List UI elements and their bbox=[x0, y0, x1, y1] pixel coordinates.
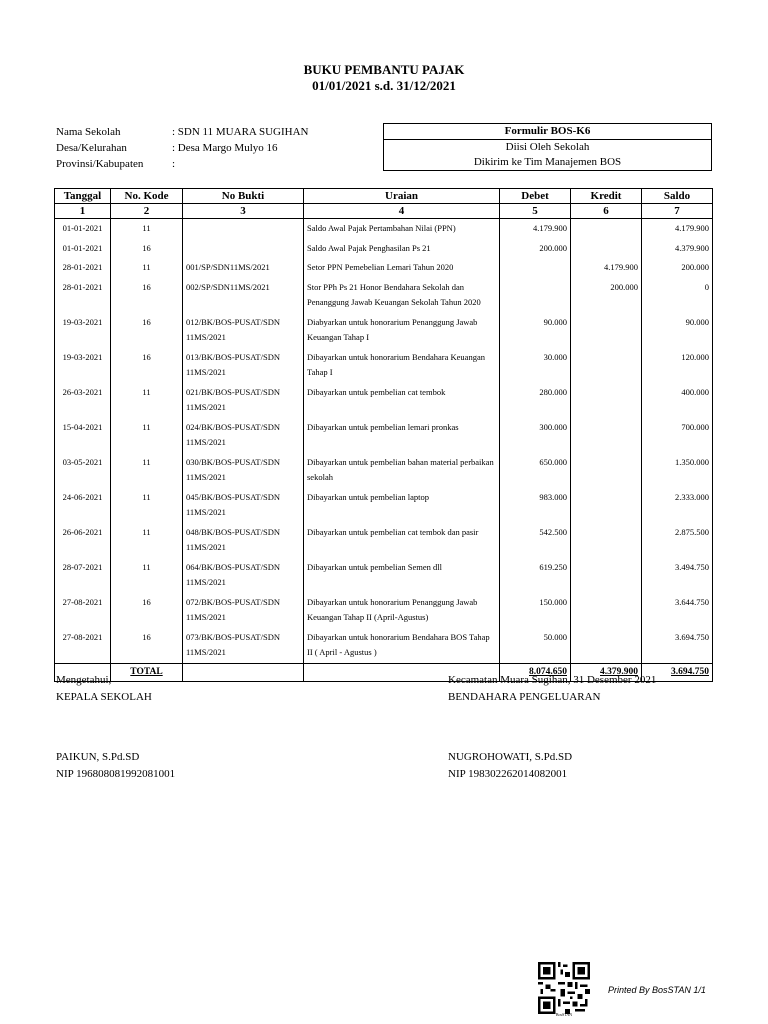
table-row bbox=[55, 593, 713, 628]
cell-description: Saldo Awal Pajak Pertambahan Nilai (PPN) bbox=[304, 219, 500, 239]
qr-code-icon bbox=[538, 962, 590, 1014]
table-column-number-row bbox=[55, 204, 713, 219]
column-number: 2 bbox=[111, 204, 183, 219]
tax-ledger-table bbox=[54, 188, 713, 682]
cell-date: 01-01-2021 bbox=[55, 219, 111, 239]
school-info bbox=[56, 124, 309, 172]
cell-debit: 90.000 bbox=[500, 313, 571, 348]
province-label: Provinsi/Kabupaten bbox=[56, 158, 144, 170]
cell-proof bbox=[183, 239, 304, 259]
header-balance: Saldo bbox=[642, 189, 713, 204]
cell-credit bbox=[571, 453, 642, 488]
village-label: Desa/Kelurahan bbox=[56, 142, 127, 154]
school-name-value: : SDN 11 MUARA SUGIHAN bbox=[172, 126, 309, 138]
cell-proof: 012/BK/BOS-PUSAT/SDN 11MS/2021 bbox=[183, 313, 304, 348]
table-row bbox=[55, 239, 713, 259]
cell-date: 26-03-2021 bbox=[55, 383, 111, 418]
cell-balance: 4.379.900 bbox=[642, 239, 713, 259]
cell-date: 27-08-2021 bbox=[55, 593, 111, 628]
treasurer-role: BENDAHARA PENGELUARAN bbox=[448, 691, 601, 703]
cell-description: Dibayarkan untuk pembelian bahan material perbaikan sekolah bbox=[304, 453, 500, 488]
acknowledged-label: Mengetahui, bbox=[56, 674, 112, 686]
cell-date: 28-07-2021 bbox=[55, 558, 111, 593]
total-label: TOTAL bbox=[111, 663, 183, 681]
cell-code: 11 bbox=[111, 488, 183, 523]
principal-nip: NIP 196808081992081001 bbox=[56, 768, 176, 780]
cell-proof: 030/BK/BOS-PUSAT/SDN 11MS/2021 bbox=[183, 453, 304, 488]
header-date: Tanggal bbox=[55, 189, 111, 204]
province-value: : bbox=[172, 158, 176, 170]
cell-credit bbox=[571, 558, 642, 593]
cell-credit bbox=[571, 239, 642, 259]
cell-balance: 200.000 bbox=[642, 258, 713, 278]
cell-debit: 983.000 bbox=[500, 488, 571, 523]
cell-date: 15-04-2021 bbox=[55, 418, 111, 453]
form-box bbox=[383, 123, 712, 171]
header-debit: Debet bbox=[500, 189, 571, 204]
column-number: 3 bbox=[183, 204, 304, 219]
form-line-2: Dikirim ke Tim Manajemen BOS bbox=[473, 156, 622, 168]
principal-role: KEPALA SEKOLAH bbox=[56, 691, 152, 703]
table-row bbox=[55, 348, 713, 383]
cell-code: 11 bbox=[111, 453, 183, 488]
header-description: Uraian bbox=[304, 189, 500, 204]
cell-proof: 064/BK/BOS-PUSAT/SDN 11MS/2021 bbox=[183, 558, 304, 593]
header-code: No. Kode bbox=[111, 189, 183, 204]
cell-debit: 650.000 bbox=[500, 453, 571, 488]
table-header-row bbox=[55, 189, 713, 204]
cell-date: 28-01-2021 bbox=[55, 278, 111, 313]
column-number: 6 bbox=[571, 204, 642, 219]
cell-code: 16 bbox=[111, 593, 183, 628]
report-period: 01/01/2021 s.d. 31/12/2021 bbox=[312, 78, 456, 93]
cell-description: Dibayarkan untuk pembelian lemari pronkas bbox=[304, 418, 500, 453]
cell-description: Saldo Awal Pajak Penghasilan Ps 21 bbox=[304, 239, 500, 259]
cell-proof: 048/BK/BOS-PUSAT/SDN 11MS/2021 bbox=[183, 523, 304, 558]
cell-description: Dibayarkan untuk pembelian cat tembok bbox=[304, 383, 500, 418]
place-date: Kecamatan Muara Sugihan, 31 Desember 2021 bbox=[448, 674, 657, 686]
table-body bbox=[55, 219, 713, 664]
cell-balance: 3.494.750 bbox=[642, 558, 713, 593]
cell-date: 03-05-2021 bbox=[55, 453, 111, 488]
cell-credit bbox=[571, 219, 642, 239]
cell-date: 28-01-2021 bbox=[55, 258, 111, 278]
cell-credit bbox=[571, 488, 642, 523]
cell-balance: 2.875.500 bbox=[642, 523, 713, 558]
table-row bbox=[55, 418, 713, 453]
cell-debit: 4.179.900 bbox=[500, 219, 571, 239]
column-number: 7 bbox=[642, 204, 713, 219]
cell-description: Setor PPN Pemebelian Lemari Tahun 2020 bbox=[304, 258, 500, 278]
cell-credit bbox=[571, 593, 642, 628]
cell-code: 16 bbox=[111, 239, 183, 259]
table-row bbox=[55, 488, 713, 523]
form-title: Formulir BOS-K6 bbox=[384, 124, 711, 140]
cell-code: 11 bbox=[111, 383, 183, 418]
cell-balance: 120.000 bbox=[642, 348, 713, 383]
cell-proof: 013/BK/BOS-PUSAT/SDN 11MS/2021 bbox=[183, 348, 304, 383]
cell-proof: 045/BK/BOS-PUSAT/SDN 11MS/2021 bbox=[183, 488, 304, 523]
school-name-label: Nama Sekolah bbox=[56, 126, 121, 138]
table-row bbox=[55, 383, 713, 418]
cell-credit: 4.179.900 bbox=[571, 258, 642, 278]
cell-debit: 619.250 bbox=[500, 558, 571, 593]
cell-credit bbox=[571, 628, 642, 664]
table-row bbox=[55, 278, 713, 313]
cell-code: 16 bbox=[111, 278, 183, 313]
table-row bbox=[55, 219, 713, 239]
cell-proof: 024/BK/BOS-PUSAT/SDN 11MS/2021 bbox=[183, 418, 304, 453]
printed-by-footer: Printed By BosSTAN 1/1 bbox=[608, 985, 706, 995]
signature-left-header bbox=[56, 672, 152, 706]
cell-credit bbox=[571, 383, 642, 418]
cell-balance: 90.000 bbox=[642, 313, 713, 348]
header-credit: Kredit bbox=[571, 189, 642, 204]
cell-code: 11 bbox=[111, 219, 183, 239]
cell-description: Diabyarkan untuk honorarium Penanggung Jawab Keuangan Tahap I bbox=[304, 313, 500, 348]
table-row bbox=[55, 628, 713, 664]
cell-date: 24-06-2021 bbox=[55, 488, 111, 523]
table-row bbox=[55, 523, 713, 558]
cell-debit bbox=[500, 278, 571, 313]
cell-date: 01-01-2021 bbox=[55, 239, 111, 259]
qr-caption: BosSTAN bbox=[555, 1012, 573, 1017]
cell-debit: 50.000 bbox=[500, 628, 571, 664]
cell-date: 19-03-2021 bbox=[55, 348, 111, 383]
cell-credit bbox=[571, 523, 642, 558]
cell-balance: 4.179.900 bbox=[642, 219, 713, 239]
cell-proof: 001/SP/SDN11MS/2021 bbox=[183, 258, 304, 278]
total-debit: 8.074.650 bbox=[500, 663, 571, 681]
cell-description: Dibayarkan untuk pembelian cat tembok dan pasir bbox=[304, 523, 500, 558]
form-line-1: Diisi Oleh Sekolah bbox=[505, 141, 590, 153]
cell-date: 27-08-2021 bbox=[55, 628, 111, 664]
cell-description: Dibayarkan untuk honorarium Penanggung Jawab Keuangan Tahap II (April-Agustus) bbox=[304, 593, 500, 628]
cell-code: 11 bbox=[111, 523, 183, 558]
signature-right-header bbox=[448, 672, 656, 706]
table-row bbox=[55, 313, 713, 348]
cell-balance: 1.350.000 bbox=[642, 453, 713, 488]
cell-proof: 073/BK/BOS-PUSAT/SDN 11MS/2021 bbox=[183, 628, 304, 664]
total-empty-cell bbox=[183, 663, 304, 681]
header-proof: No Bukti bbox=[183, 189, 304, 204]
cell-proof: 021/BK/BOS-PUSAT/SDN 11MS/2021 bbox=[183, 383, 304, 418]
cell-date: 26-06-2021 bbox=[55, 523, 111, 558]
cell-proof: 002/SP/SDN11MS/2021 bbox=[183, 278, 304, 313]
cell-code: 16 bbox=[111, 628, 183, 664]
cell-proof bbox=[183, 219, 304, 239]
cell-description: Stor PPh Ps 21 Honor Bendahara Sekolah dan Penanggung Jawab Keuangan Sekolah Tahun 2020 bbox=[304, 278, 500, 313]
table-row bbox=[55, 558, 713, 593]
cell-code: 11 bbox=[111, 558, 183, 593]
cell-proof: 072/BK/BOS-PUSAT/SDN 11MS/2021 bbox=[183, 593, 304, 628]
cell-debit: 300.000 bbox=[500, 418, 571, 453]
cell-code: 11 bbox=[111, 418, 183, 453]
cell-description: Dibayarkan untuk pembelian Semen dll bbox=[304, 558, 500, 593]
cell-code: 16 bbox=[111, 348, 183, 383]
cell-balance: 700.000 bbox=[642, 418, 713, 453]
cell-description: Dibayarkan untuk pembelian laptop bbox=[304, 488, 500, 523]
treasurer-nip: NIP 198302262014082001 bbox=[448, 768, 568, 780]
column-number: 4 bbox=[304, 204, 500, 219]
cell-description: Dibayarkan untuk honorarium Bendahara BOS Tahap II ( April - Agustus ) bbox=[304, 628, 500, 664]
table-row bbox=[55, 258, 713, 278]
cell-debit: 30.000 bbox=[500, 348, 571, 383]
cell-balance: 3.694.750 bbox=[642, 628, 713, 664]
cell-balance: 2.333.000 bbox=[642, 488, 713, 523]
column-number: 1 bbox=[55, 204, 111, 219]
column-number: 5 bbox=[500, 204, 571, 219]
cell-code: 16 bbox=[111, 313, 183, 348]
cell-balance: 0 bbox=[642, 278, 713, 313]
principal-name: PAIKUN, S.Pd.SD bbox=[56, 751, 140, 763]
cell-description: Dibayarkan untuk honorarium Bendahara Keuangan Tahap I bbox=[304, 348, 500, 383]
cell-debit: 542.500 bbox=[500, 523, 571, 558]
cell-debit: 280.000 bbox=[500, 383, 571, 418]
cell-credit bbox=[571, 313, 642, 348]
cell-debit: 200.000 bbox=[500, 239, 571, 259]
page-title: BUKU PEMBANTU PAJAK bbox=[303, 62, 465, 77]
total-credit: 4.379.900 bbox=[571, 663, 642, 681]
cell-balance: 400.000 bbox=[642, 383, 713, 418]
cell-balance: 3.644.750 bbox=[642, 593, 713, 628]
cell-debit: 150.000 bbox=[500, 593, 571, 628]
cell-debit bbox=[500, 258, 571, 278]
signature-left bbox=[56, 749, 175, 783]
cell-code: 11 bbox=[111, 258, 183, 278]
cell-credit bbox=[571, 418, 642, 453]
table-row bbox=[55, 453, 713, 488]
total-balance: 3.694.750 bbox=[642, 663, 713, 681]
signature-right bbox=[448, 749, 572, 783]
treasurer-name: NUGROHOWATI, S.Pd.SD bbox=[448, 751, 573, 763]
village-value: : Desa Margo Mulyo 16 bbox=[172, 142, 278, 154]
cell-credit bbox=[571, 348, 642, 383]
cell-credit: 200.000 bbox=[571, 278, 642, 313]
cell-date: 19-03-2021 bbox=[55, 313, 111, 348]
